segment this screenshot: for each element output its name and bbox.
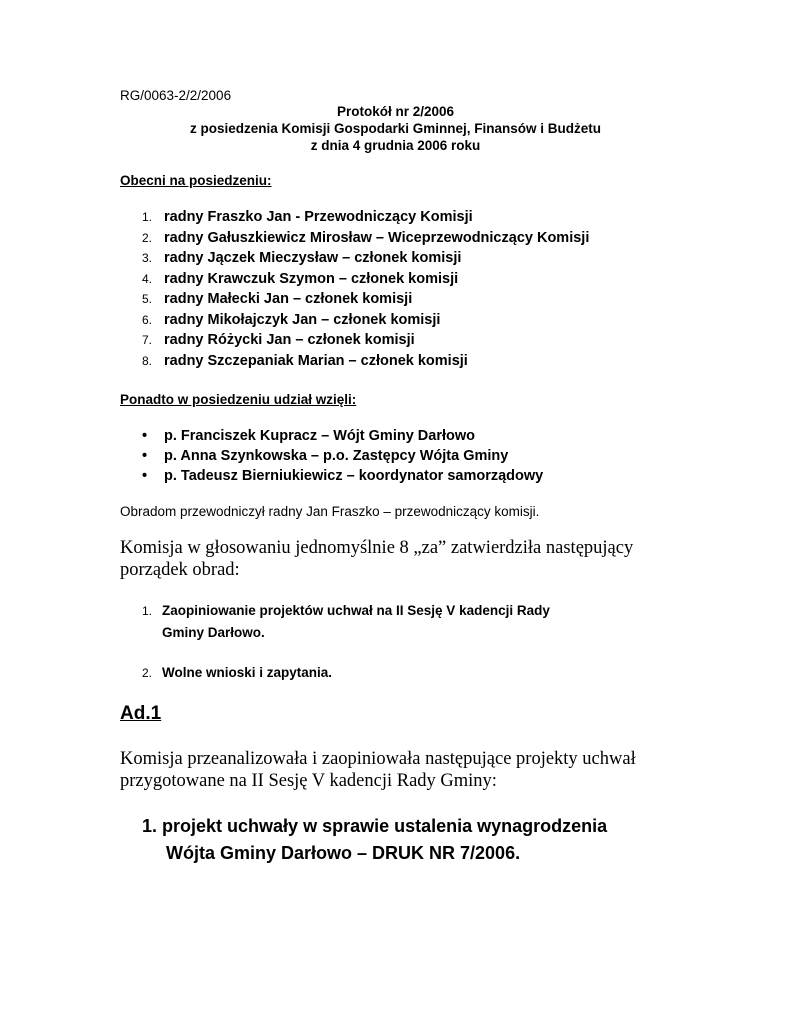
list-number: 1. <box>142 210 153 224</box>
agenda-item <box>142 600 550 643</box>
list-number: 5. <box>142 292 153 306</box>
document-subtitle: z posiedzenia Komisji Gospodarki Gminnej, Finansów i Budżetu <box>189 121 602 136</box>
agenda-intro <box>120 537 700 581</box>
project-text-continued: Wójta Gminy Darłowo – DRUK NR 7/2006. <box>166 843 521 863</box>
list-number: 2. <box>142 666 153 680</box>
ad-paragraph <box>120 748 700 792</box>
list-number: 8. <box>142 354 153 368</box>
ad-heading: Ad.1 <box>120 703 162 724</box>
member-item <box>142 312 440 328</box>
member-text: radny Krawczuk Szymon – członek komisji <box>164 271 459 287</box>
agenda-item <box>142 662 332 684</box>
list-number: 1. <box>142 816 158 836</box>
member-text: radny Jączek Mieczysław – członek komisji <box>164 250 462 266</box>
guests-heading: Ponadto w posiedzeniu udział wzięli: <box>120 392 357 407</box>
agenda-intro-line: Komisja w głosowaniu jednomyślnie 8 „za” zatwierdziła następujący <box>120 538 634 558</box>
agenda-text-continued: Gminy Darłowo. <box>162 625 265 640</box>
list-number: 2. <box>142 231 153 245</box>
member-item <box>142 353 468 369</box>
agenda-text: Wolne wnioski i zapytania. <box>162 665 333 680</box>
agenda-text: Zaopiniowanie projektów uchwał na II Sesję V kadencji Rady <box>162 603 550 618</box>
guest-item <box>142 428 475 444</box>
document-title: Protokół nr 2/2006 <box>336 104 455 119</box>
member-text: radny Małecki Jan – członek komisji <box>164 291 413 307</box>
chair-note: Obradom przewodniczył radny Jan Fraszko – przewodniczący komisji. <box>120 504 540 519</box>
project-item <box>142 813 607 867</box>
guest-text: p. Anna Szynkowska – p.o. Zastępcy Wójta Gminy <box>164 448 509 464</box>
agenda-intro-line: porządek obrad: <box>120 560 240 580</box>
guest-text: p. Franciszek Kupracz – Wójt Gminy Darłowo <box>164 428 476 444</box>
guest-text: p. Tadeusz Bierniukiewicz – koordynator samorządowy <box>164 468 544 484</box>
guest-item <box>142 468 543 484</box>
member-item <box>142 230 589 246</box>
bullet: • <box>142 428 148 444</box>
ad-paragraph-line: przygotowane na II Sesję V kadencji Rady Gminy: <box>120 771 497 791</box>
project-text: projekt uchwały w sprawie ustalenia wynagrodzenia <box>162 816 608 836</box>
bullet: • <box>142 468 148 484</box>
guest-item <box>142 448 508 464</box>
list-number: 6. <box>142 313 153 327</box>
list-number: 4. <box>142 272 153 286</box>
list-number: 1. <box>142 604 153 618</box>
document-date: z dnia 4 grudnia 2006 roku <box>310 138 481 153</box>
member-text: radny Mikołajczyk Jan – członek komisji <box>164 312 441 328</box>
member-text: radny Fraszko Jan - Przewodniczący Komisji <box>164 209 473 225</box>
present-heading: Obecni na posiedzeniu: <box>120 173 272 188</box>
member-text: radny Gałuszkiewicz Mirosław – Wiceprzewodniczący Komisji <box>164 230 590 246</box>
list-number: 3. <box>142 251 153 265</box>
document-reference: RG/0063-2/2/2006 <box>120 88 232 103</box>
ad-paragraph-line: Komisja przeanalizowała i zaopiniowała następujące projekty uchwał <box>120 749 636 769</box>
list-number: 7. <box>142 333 153 347</box>
member-item <box>142 271 458 287</box>
bullet: • <box>142 448 148 464</box>
member-item <box>142 332 415 348</box>
member-item <box>142 209 473 225</box>
member-text: radny Różycki Jan – członek komisji <box>164 332 415 348</box>
member-item <box>142 291 412 307</box>
member-text: radny Szczepaniak Marian – członek komisji <box>164 353 468 369</box>
member-item <box>142 250 461 266</box>
